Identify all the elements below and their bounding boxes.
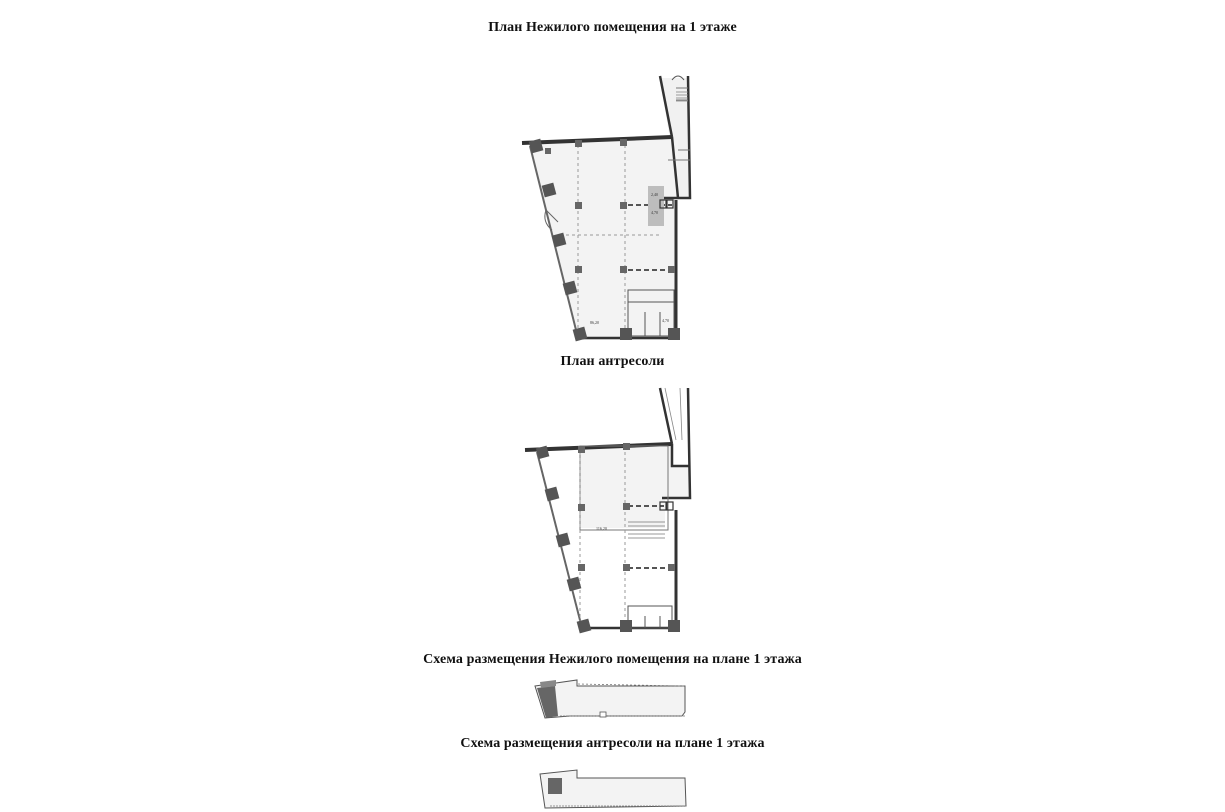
column — [668, 620, 680, 632]
floor1-plan — [522, 76, 690, 341]
mezzanine-wc-outline — [628, 606, 672, 628]
mezzanine-tower-lines — [665, 388, 682, 440]
mezzanine-floor-area — [580, 444, 690, 528]
column — [668, 328, 680, 340]
mezzanine-scheme-highlight — [548, 778, 562, 794]
mezzanine-scheme — [540, 770, 686, 808]
floor1-scheme-title: Схема размещения Нежилого помещения на плане 1 этажа — [423, 652, 802, 667]
mezzanine-scheme-title: Схема размещения антресоли на плане 1 этажа — [460, 736, 765, 751]
floor1-room-b-label: 4,70 — [651, 210, 658, 215]
column — [620, 328, 632, 340]
floor1-scheme-notch — [600, 712, 606, 717]
mezzanine-plan-title: План антресоли — [560, 354, 665, 369]
floor1-plan-title: План Нежилого помещения на 1 этаже — [488, 20, 737, 35]
floor1-room-c-label: 4,70 — [662, 318, 669, 323]
column — [620, 620, 632, 632]
floor1-scheme — [535, 680, 685, 718]
mezzanine-plan — [525, 388, 690, 633]
floor1-room-a-label: 2,40 — [651, 192, 658, 197]
floor1-main-area-label: 86,20 — [590, 320, 599, 325]
column — [577, 619, 592, 634]
mezzanine-area-label: 116,20 — [596, 526, 607, 531]
